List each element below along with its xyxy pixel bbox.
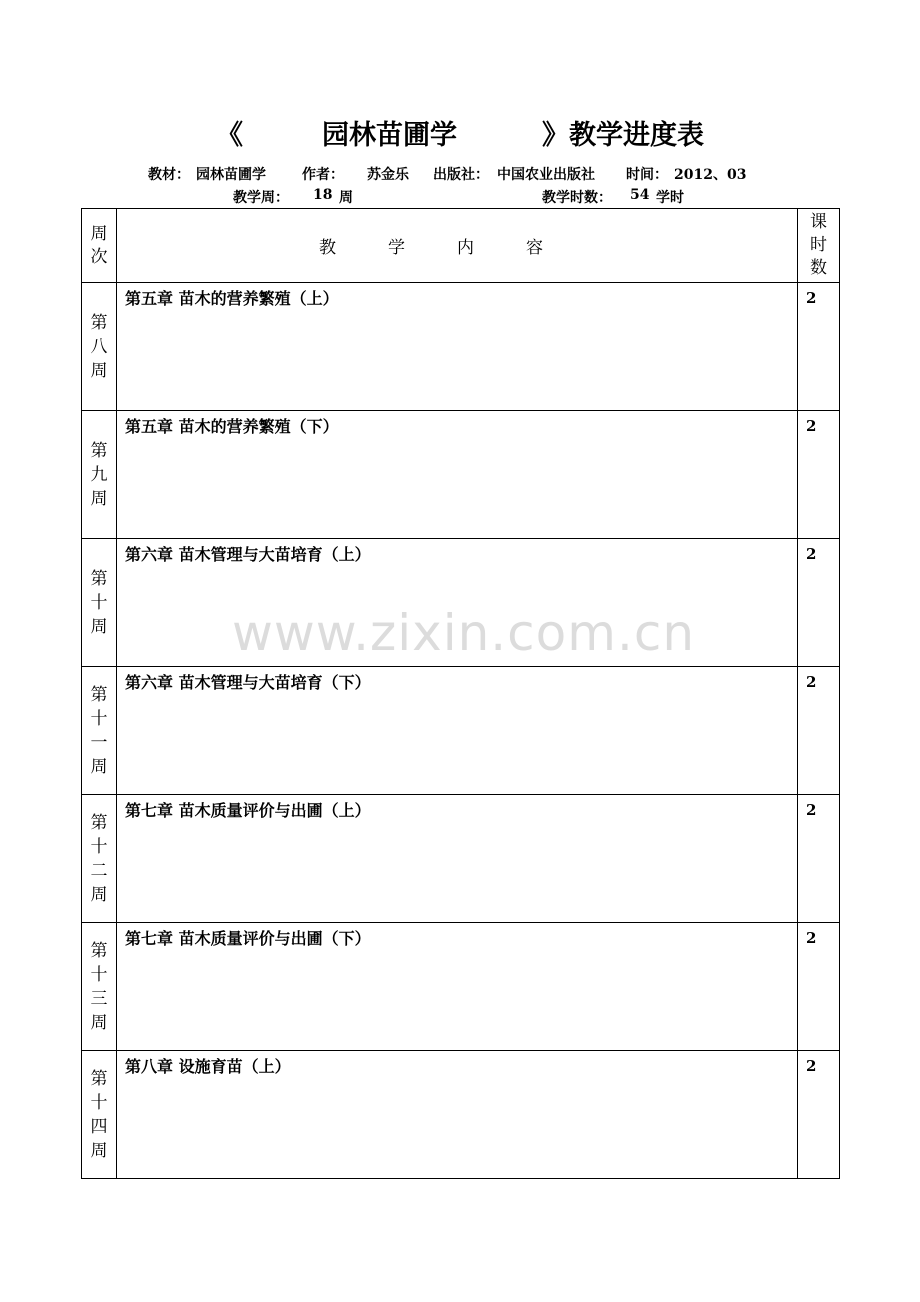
teaching-weeks-unit: 周: [339, 190, 353, 206]
hours-cell: 2: [798, 283, 840, 411]
time-value: 2012、03: [674, 167, 747, 183]
week-cell: 第 十 二 周: [82, 795, 117, 923]
watermark: www.zixin.com.cn: [232, 604, 696, 662]
title-book-name: 园林苗圃学: [322, 120, 457, 151]
week-cell: 第 十 周: [82, 539, 117, 667]
header-week: 周 次: [82, 209, 117, 283]
teaching-hours-label: 教学时数：: [542, 190, 612, 206]
header-content: 教学内容: [117, 209, 798, 283]
content-cell: 第七章 苗木质量评价与出圃（下）: [117, 923, 798, 1051]
table-row: [82, 411, 840, 539]
hours-cell: 2: [798, 411, 840, 539]
time-label: 时间：: [626, 167, 668, 183]
week-cell: 第 九 周: [82, 411, 117, 539]
hours-cell: 2: [798, 923, 840, 1051]
textbook-name: 园林苗圃学: [196, 167, 266, 183]
table-row: [82, 539, 840, 667]
author-name: 苏金乐: [367, 167, 409, 183]
publisher-name: 中国农业出版社: [497, 167, 595, 183]
table-row: [82, 283, 840, 411]
table-row: [82, 795, 840, 923]
content-cell: 第八章 设施育苗（上）: [117, 1051, 798, 1179]
week-cell: 第 十 一 周: [82, 667, 117, 795]
publisher-label: 出版社：: [433, 167, 489, 183]
content-cell: 第五章 苗木的营养繁殖（下）: [117, 411, 798, 539]
content-cell: 第七章 苗木质量评价与出圃（上）: [117, 795, 798, 923]
content-cell: 第六章 苗木管理与大苗培育（下）: [117, 667, 798, 795]
week-cell: 第 十 三 周: [82, 923, 117, 1051]
content-cell: 第六章 苗木管理与大苗培育（上）: [117, 539, 798, 667]
table-header-row: [82, 209, 840, 283]
title-suffix: 》教学进度表: [542, 120, 704, 151]
schedule-table: [81, 208, 840, 1179]
week-cell: 第 十 四 周: [82, 1051, 117, 1179]
author-label: 作者：: [302, 167, 344, 183]
hours-cell: 2: [798, 1051, 840, 1179]
header-hours: 课 时 数: [798, 209, 840, 283]
hours-cell: 2: [798, 795, 840, 923]
title-open-bracket: 《: [216, 120, 243, 151]
teaching-weeks-value: 18: [313, 187, 333, 203]
hours-cell: 2: [798, 667, 840, 795]
content-cell: 第五章 苗木的营养繁殖（上）: [117, 283, 798, 411]
week-cell: 第 八 周: [82, 283, 117, 411]
textbook-label: 教材：: [148, 167, 190, 183]
table-row: [82, 1051, 840, 1179]
teaching-weeks-label: 教学周：: [233, 190, 289, 206]
table-row: [82, 923, 840, 1051]
teaching-hours-value: 54: [630, 187, 650, 203]
document-title: [0, 116, 920, 156]
hours-cell: 2: [798, 539, 840, 667]
table-row: [82, 667, 840, 795]
teaching-hours-unit: 学时: [656, 190, 684, 206]
